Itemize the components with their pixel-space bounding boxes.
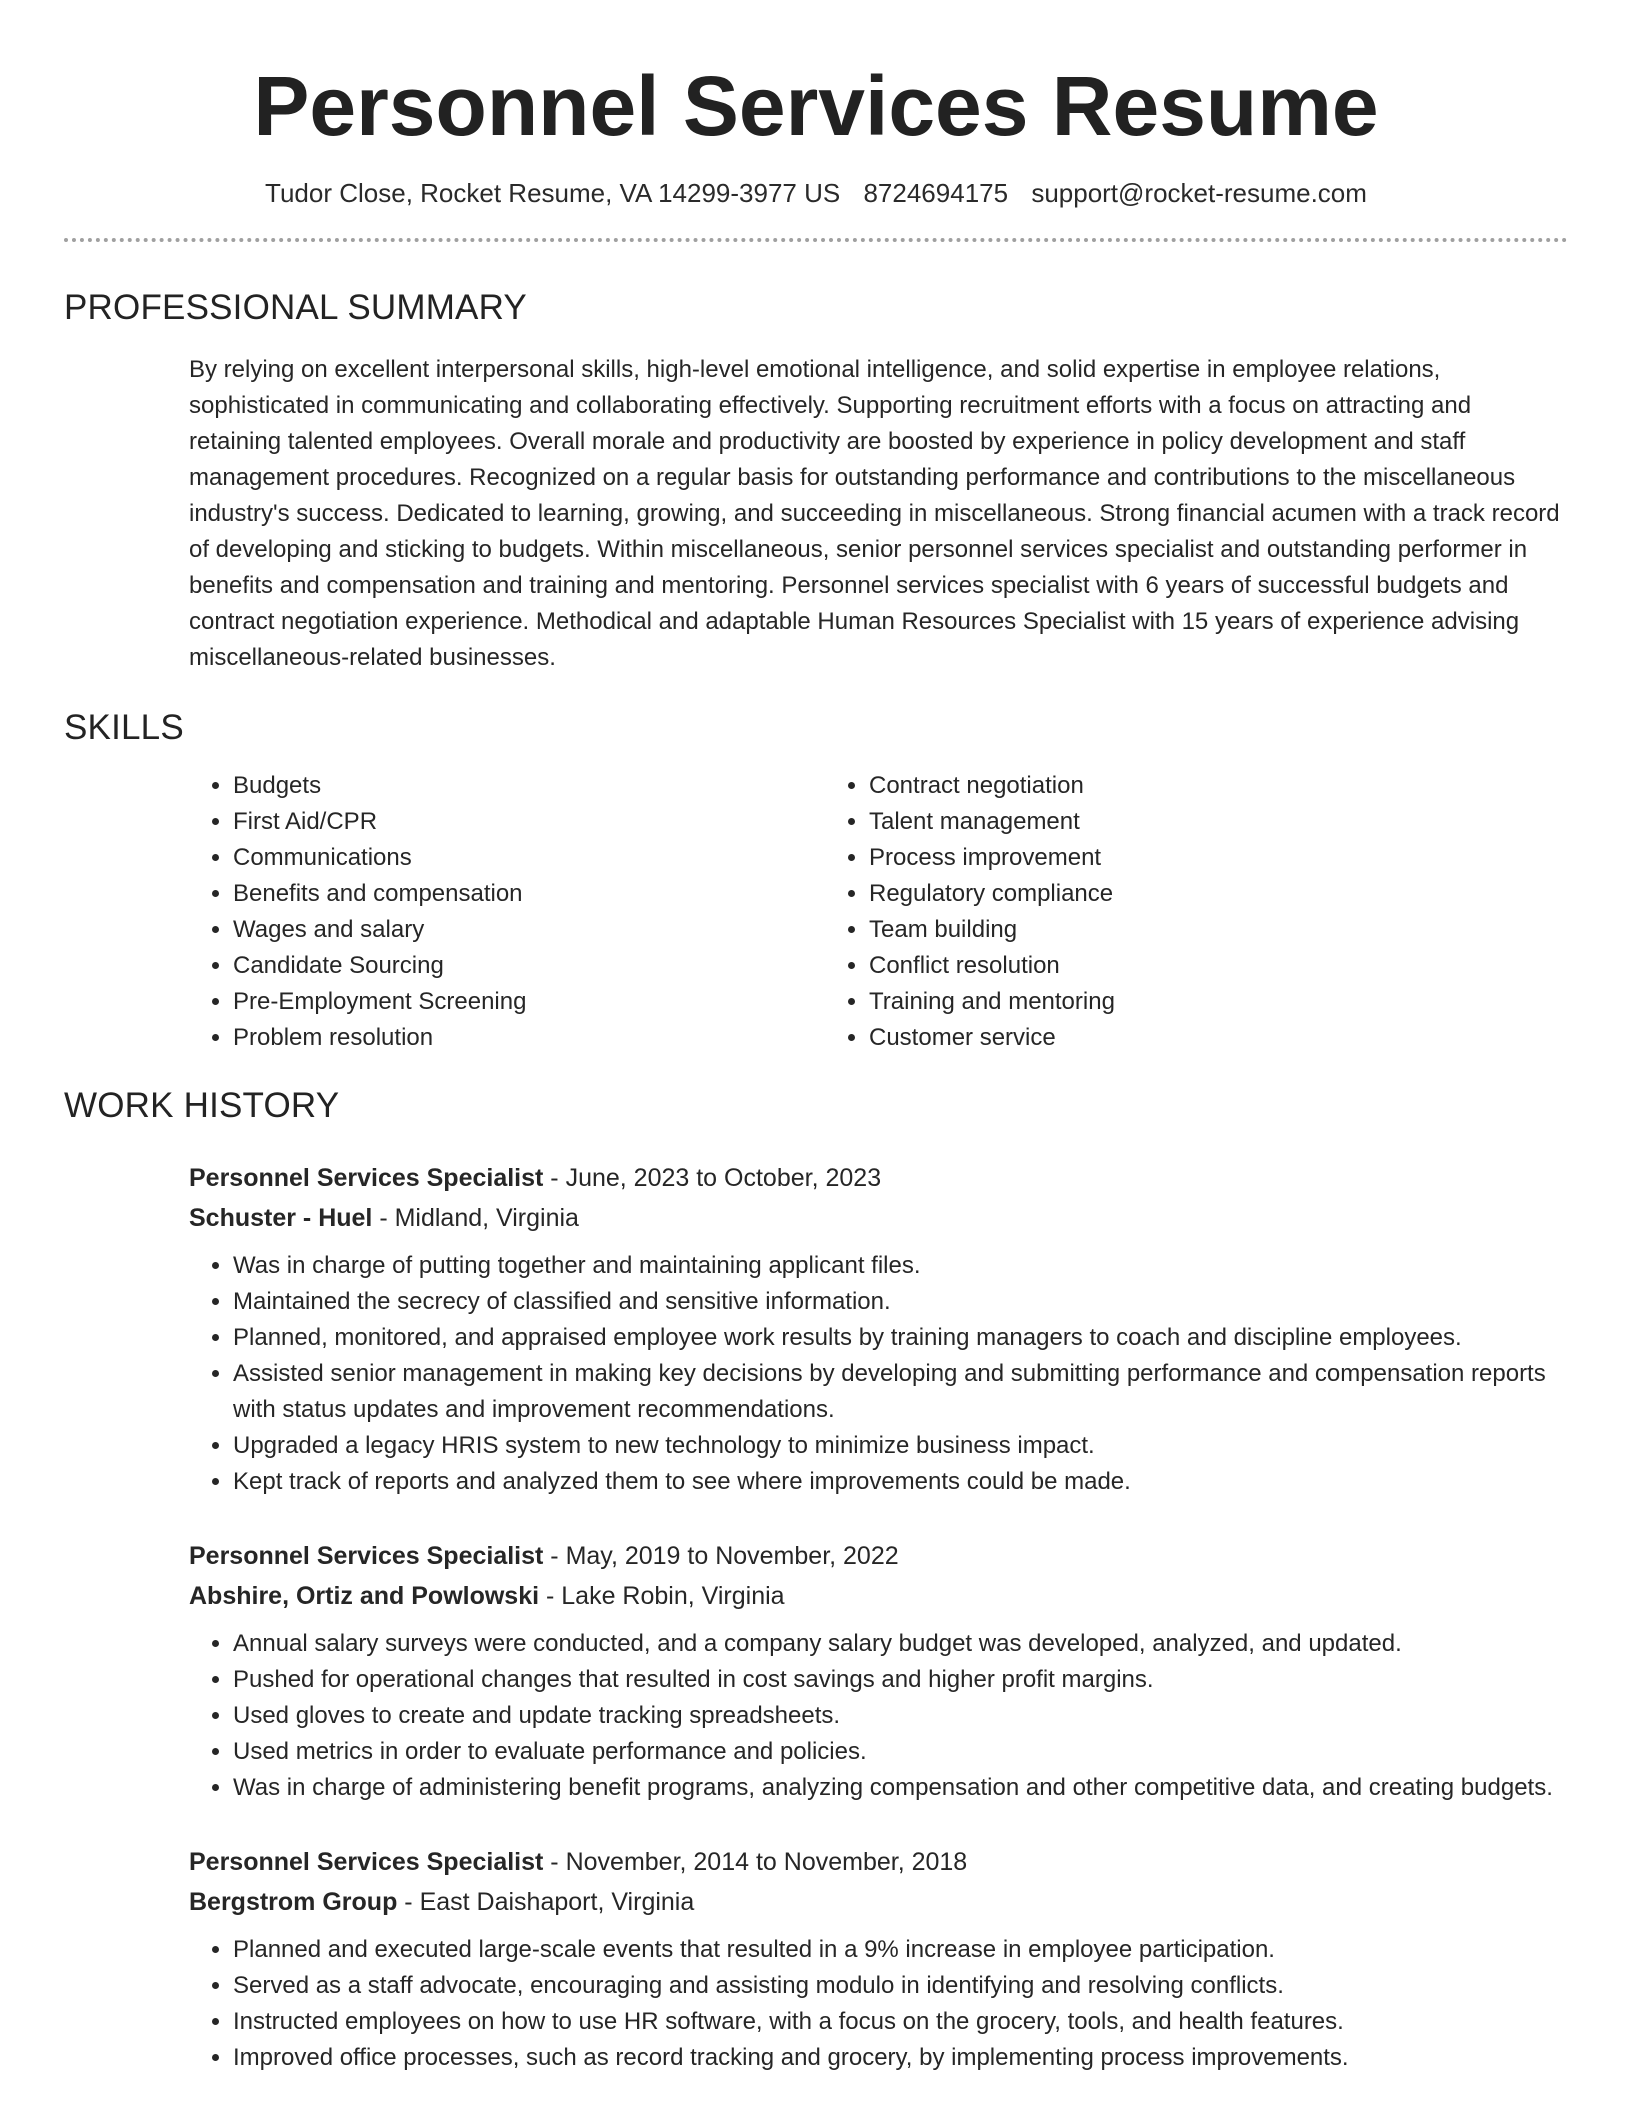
job-title: Personnel Services Specialist [189, 1848, 544, 1876]
job-dates: - November, 2014 to November, 2018 [543, 1848, 968, 1876]
contact-email: support@rocket-resume.com [1031, 178, 1367, 208]
skills-section [64, 706, 1568, 1056]
job-bullet: • Instructed employees on how to use HR software, with a focus on the grocery, tools, and health features. [233, 2004, 1568, 2040]
job-bullet: • Was in charge of administering benefit programs, analyzing compensation and other competitive data, and creating budgets. [233, 1770, 1568, 1806]
header-divider [64, 238, 1568, 242]
job-bullets [189, 1248, 1568, 1500]
skill-item: • Wages and salary [233, 912, 825, 948]
skill-item: • Customer service [869, 1020, 1461, 1056]
resume-page [64, 0, 1568, 2076]
job-title-line [189, 1158, 1568, 1198]
job-dates: - June, 2023 to October, 2023 [543, 1164, 882, 1192]
job-dates: - May, 2019 to November, 2022 [543, 1542, 899, 1570]
job-bullet: • Planned and executed large-scale events that resulted in a 9% increase in employee participation. [233, 1932, 1568, 1968]
summary-section [64, 286, 1568, 676]
summary-text: By relying on excellent interpersonal skills, high-level emotional intelligence, and solid expertise in employee relations, sophisticated in communicating and collaborating effectively. Supporting recruitment efforts with a focus on attracting and retaining talented employees. Overall morale and productivity are boosted by experience in policy development and staff management procedures. Recognized on a regular basis for outstanding performance and contributions to the miscellaneous industry's success. Dedicated to learning, growing, and succeeding in miscellaneous. Strong financial acumen with a track record of developing and sticking to budgets. Within miscellaneous, senior personnel services specialist and outstanding performer in benefits and compensation and training and mentoring. Personnel services specialist with 6 years of successful budgets and contract negotiation experience. Methodical and adaptable Human Resources Specialist with 15 years of experience advising miscellaneous-related businesses. [189, 356, 1560, 671]
skill-item: • Pre-Employment Screening [233, 984, 825, 1020]
job-entry [189, 1536, 1568, 1806]
skill-item: • Budgets [233, 768, 825, 804]
skill-item: • Process improvement [869, 840, 1461, 876]
job-title: Personnel Services Specialist [189, 1542, 544, 1570]
skills-grid [189, 768, 1568, 1056]
skills-column-right [825, 768, 1461, 1056]
job-bullets [189, 1932, 1568, 2076]
job-location: - East Daishaport, Virginia [397, 1888, 695, 1916]
job-bullet: • Maintained the secrecy of classified and sensitive information. [233, 1284, 1568, 1320]
job-bullet: • Upgraded a legacy HRIS system to new technology to minimize business impact. [233, 1428, 1568, 1464]
job-company-line [189, 1882, 1568, 1922]
job-bullet: • Used gloves to create and update tracking spreadsheets. [233, 1698, 1568, 1734]
skill-item: • Regulatory compliance [869, 876, 1461, 912]
job-title: Personnel Services Specialist [189, 1164, 544, 1192]
skill-item: • Talent management [869, 804, 1461, 840]
job-bullet: • Assisted senior management in making key decisions by developing and submitting performance and compensation reports with status updates and improvement recommendations. [233, 1356, 1568, 1428]
contact-address: Tudor Close, Rocket Resume, VA 14299-3977 US [265, 178, 841, 208]
work-history-section [64, 1084, 1568, 2076]
skill-item: • Benefits and compensation [233, 876, 825, 912]
skill-item: • Team building [869, 912, 1461, 948]
skill-item: • Communications [233, 840, 825, 876]
contact-phone: 8724694175 [863, 178, 1009, 208]
job-title-line [189, 1842, 1568, 1882]
skill-item: • Candidate Sourcing [233, 948, 825, 984]
job-bullet: • Improved office processes, such as record tracking and grocery, by implementing process improvements. [233, 2040, 1568, 2076]
skill-item: • Contract negotiation [869, 768, 1461, 804]
work-history-heading: WORK HISTORY [64, 1086, 340, 1125]
job-company: Abshire, Ortiz and Powlowski [189, 1582, 540, 1610]
job-company: Bergstrom Group [189, 1888, 398, 1916]
resume-title: Personnel Services Resume [253, 59, 1379, 153]
job-entry [189, 1842, 1568, 2076]
skills-heading: SKILLS [64, 708, 184, 747]
skills-column-left [189, 768, 825, 1056]
job-bullet: • Pushed for operational changes that resulted in cost savings and higher profit margins. [233, 1662, 1568, 1698]
job-company-line [189, 1576, 1568, 1616]
skill-item: • Problem resolution [233, 1020, 825, 1056]
job-bullet: • Annual salary surveys were conducted, and a company salary budget was developed, analyzed, and updated. [233, 1626, 1568, 1662]
job-company-line [189, 1198, 1568, 1238]
job-location: - Lake Robin, Virginia [539, 1582, 785, 1610]
job-location: - Midland, Virginia [372, 1204, 579, 1232]
skill-item: • Conflict resolution [869, 948, 1461, 984]
skill-item: • First Aid/CPR [233, 804, 825, 840]
job-bullet: • Was in charge of putting together and maintaining applicant files. [233, 1248, 1568, 1284]
summary-heading: PROFESSIONAL SUMMARY [64, 288, 527, 327]
job-title-line [189, 1536, 1568, 1576]
job-company: Schuster - Huel [189, 1204, 373, 1232]
job-bullet: • Planned, monitored, and appraised employee work results by training managers to coach and discipline employees. [233, 1320, 1568, 1356]
skill-item: • Training and mentoring [869, 984, 1461, 1020]
job-bullets [189, 1626, 1568, 1806]
job-bullet: • Kept track of reports and analyzed them to see where improvements could be made. [233, 1464, 1568, 1500]
job-bullet: • Used metrics in order to evaluate performance and policies. [233, 1734, 1568, 1770]
job-bullet: • Served as a staff advocate, encouraging and assisting modulo in identifying and resolving conflicts. [233, 1968, 1568, 2004]
job-entry [189, 1158, 1568, 1500]
contact-line [64, 176, 1568, 210]
